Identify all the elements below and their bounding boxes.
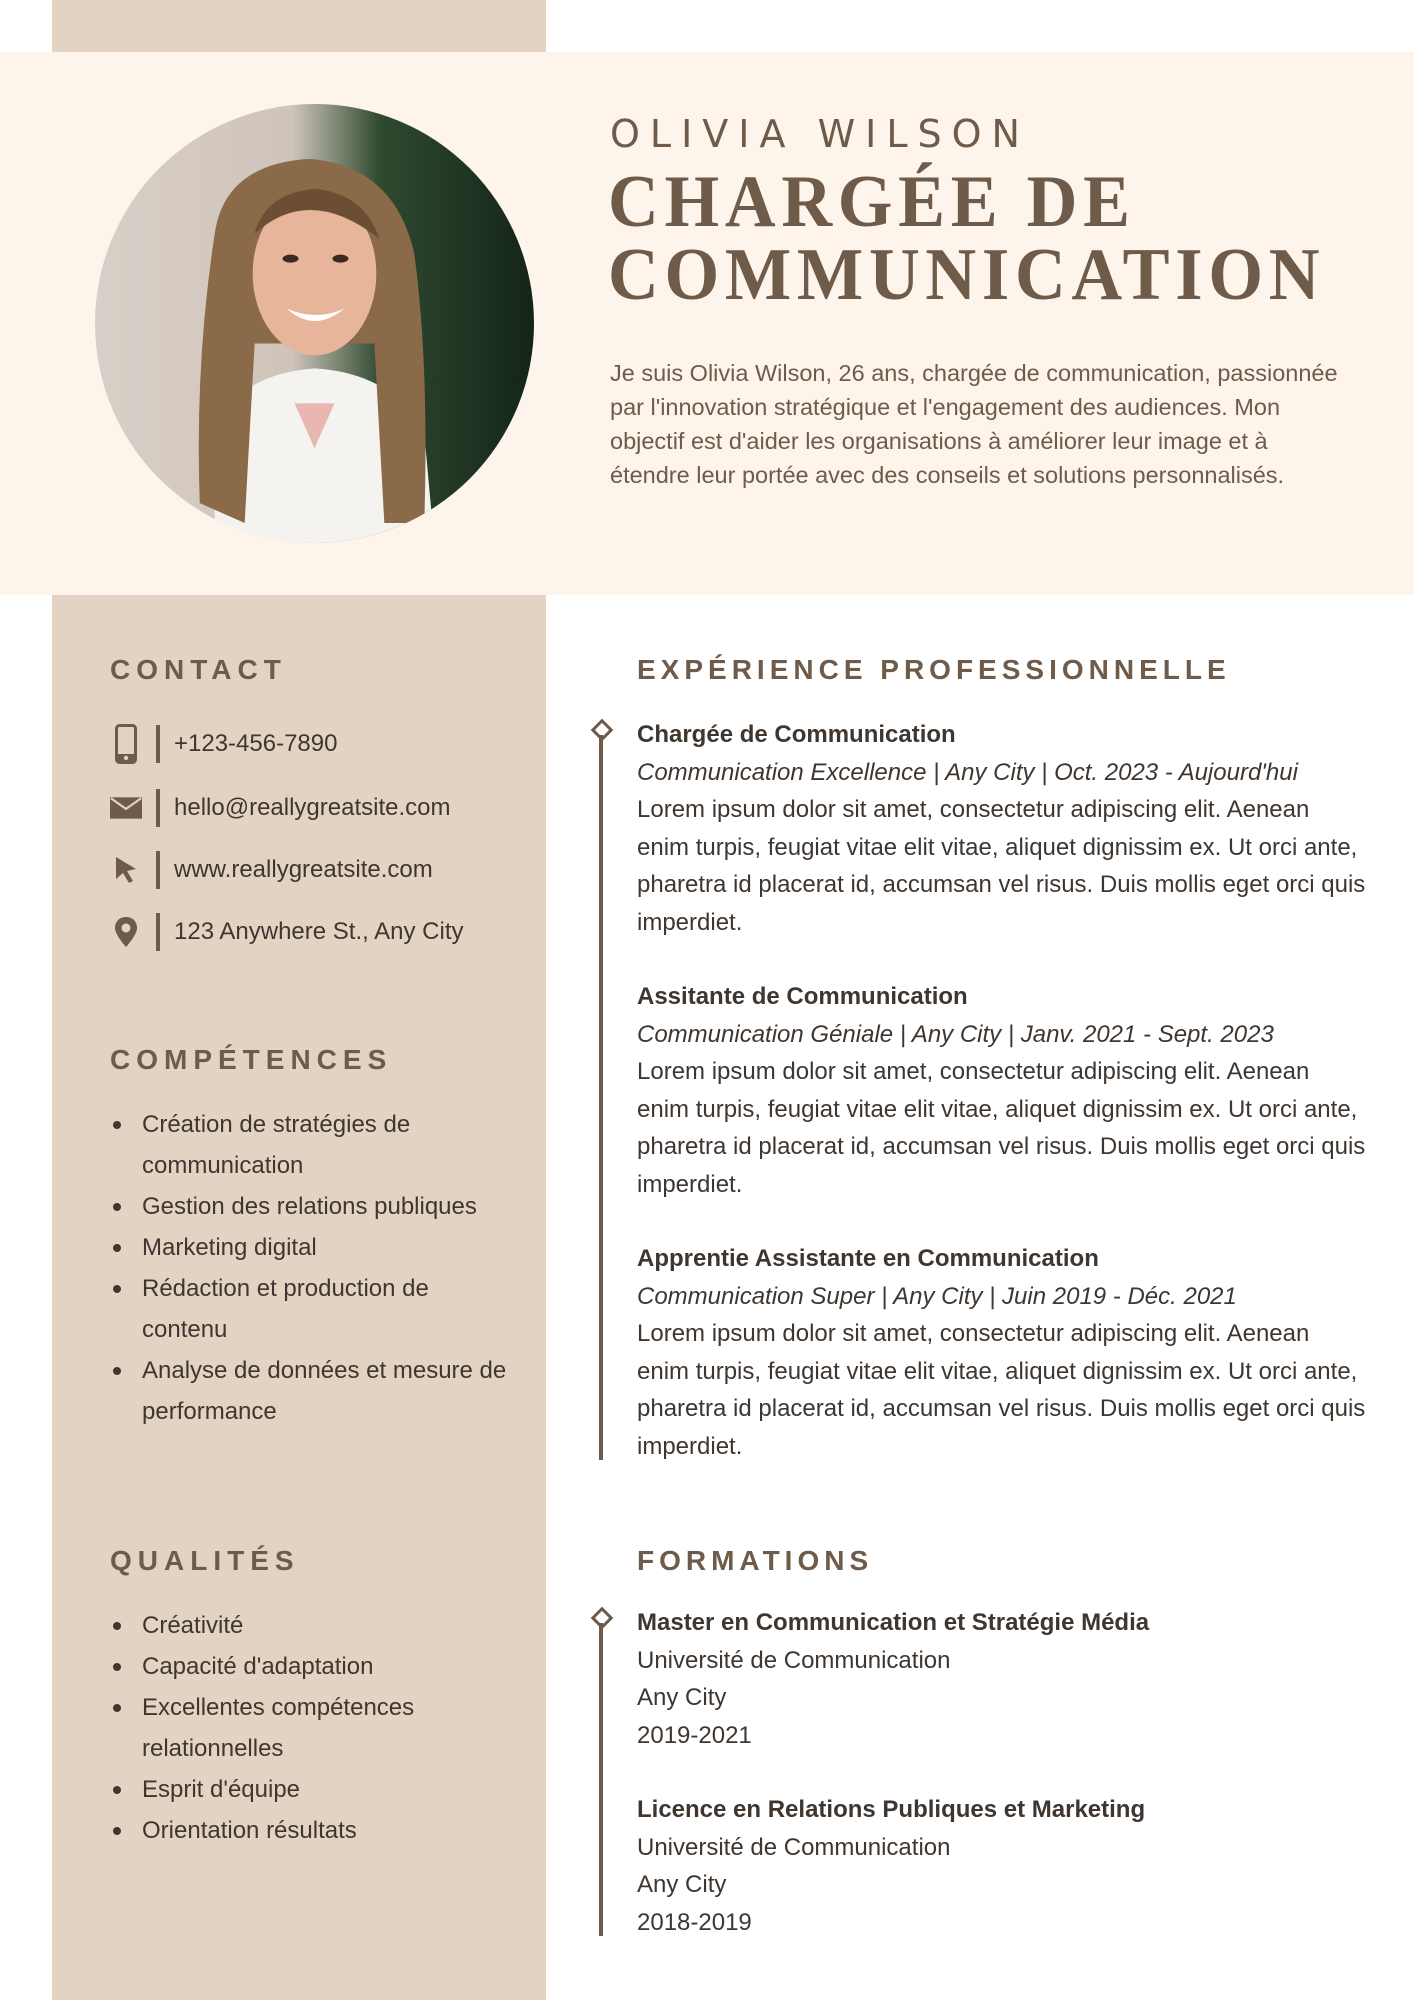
- mail-icon: [110, 788, 142, 828]
- street-address: 123 Anywhere St., Any City: [174, 918, 464, 945]
- experience-title: Assitante de Communication: [637, 983, 968, 1010]
- skills-list: [110, 1104, 510, 1432]
- list-item: Rédaction et production de contenu: [110, 1268, 510, 1350]
- experience-entry: [637, 716, 1367, 941]
- education-heading: FORMATIONS: [637, 1545, 874, 1576]
- education-title: Licence en Relations Publiques et Marketing: [637, 1796, 1146, 1823]
- list-item: Esprit d'équipe: [110, 1769, 510, 1810]
- location-pin-icon: [110, 912, 142, 952]
- experience-title: Apprentie Assistante en Communication: [637, 1245, 1099, 1272]
- list-item: Gestion des relations publiques: [110, 1186, 510, 1227]
- education-years: 2018-2019: [637, 1908, 752, 1936]
- experience-description: Lorem ipsum dolor sit amet, consectetur adipiscing elit. Aenean enim turpis, feugiat vitae elit vitae, aliquet dignissim ex. Ut orci ante, pharetra id placerat id, accumsan vel risus. Duis mollis eget orci quis imperdiet.: [637, 1058, 1366, 1198]
- education-entry: [637, 1604, 1367, 1754]
- experience-description: Lorem ipsum dolor sit amet, consectetur adipiscing elit. Aenean enim turpis, feugiat vitae elit vitae, aliquet dignissim ex. Ut orci ante, pharetra id placerat id, accumsan vel risus. Duis mollis eget orci quis imperdiet.: [637, 1320, 1366, 1460]
- education-entry: [637, 1791, 1367, 1941]
- contact-separator: [156, 913, 160, 951]
- list-item: Créativité: [110, 1605, 510, 1646]
- experience-description: Lorem ipsum dolor sit amet, consectetur adipiscing elit. Aenean enim turpis, feugiat vitae elit vitae, aliquet dignissim ex. Ut orci ante, pharetra id placerat id, accumsan vel risus. Duis mollis eget orci quis imperdiet.: [637, 796, 1366, 936]
- contact-separator: [156, 725, 160, 763]
- experience-subtitle: Communication Super | Any City | Juin 2019 - Déc. 2021: [637, 1282, 1237, 1310]
- job-title-line-2: COMMUNICATION: [608, 234, 1326, 316]
- education-school: Université de Communication: [637, 1646, 951, 1674]
- candidate-name: OLIVIA WILSON: [610, 112, 1030, 156]
- education-timeline: [599, 1623, 603, 1936]
- cursor-icon: [110, 850, 142, 890]
- contact-website: [110, 850, 433, 890]
- website-url[interactable]: www.reallygreatsite.com: [174, 856, 433, 883]
- contact-separator: [156, 851, 160, 889]
- contact-email: [110, 788, 450, 828]
- education-years: 2019-2021: [637, 1721, 752, 1749]
- experience-heading: EXPÉRIENCE PROFESSIONNELLE: [637, 654, 1231, 685]
- profile-photo: [95, 104, 534, 543]
- qualities-list: [110, 1605, 510, 1851]
- list-item: Orientation résultats: [110, 1810, 510, 1851]
- education-city: Any City: [637, 1871, 727, 1898]
- intro-paragraph: Je suis Olivia Wilson, 26 ans, chargée de communication, passionnée par l'innovation stratégique et l'engagement des audiences. Mon objectif est d'aider les organisations à améliorer leur image et à étendre leur portée avec des conseils et solutions personnalisés.: [610, 360, 1338, 488]
- experience-timeline: [599, 735, 603, 1460]
- contact-phone: [110, 724, 337, 764]
- job-title: [608, 161, 1326, 316]
- email-address[interactable]: hello@reallygreatsite.com: [174, 794, 451, 821]
- qualities-heading: QUALITÉS: [110, 1545, 300, 1576]
- experience-subtitle: Communication Excellence | Any City | Oct. 2023 - Aujourd'hui: [637, 758, 1298, 786]
- experience-subtitle: Communication Géniale | Any City | Janv. 2021 - Sept. 2023: [637, 1020, 1274, 1048]
- experience-entry: [637, 1240, 1367, 1465]
- contact-heading: CONTACT: [110, 654, 287, 685]
- contact-separator: [156, 789, 160, 827]
- education-city: Any City: [637, 1684, 727, 1711]
- list-item: Création de stratégies de communication: [110, 1104, 510, 1186]
- experience-title: Chargée de Communication: [637, 721, 956, 748]
- education-title: Master en Communication et Stratégie Média: [637, 1609, 1150, 1636]
- experience-entry: [637, 978, 1367, 1203]
- phone-icon: [110, 724, 142, 764]
- list-item: Analyse de données et mesure de performance: [110, 1350, 510, 1432]
- list-item: Marketing digital: [110, 1227, 510, 1268]
- contact-address: [110, 912, 464, 952]
- phone-number[interactable]: +123-456-7890: [174, 730, 338, 757]
- list-item: Excellentes compétences relationnelles: [110, 1687, 510, 1769]
- education-school: Université de Communication: [637, 1833, 951, 1861]
- list-item: Capacité d'adaptation: [110, 1646, 510, 1687]
- job-title-line-1: CHARGÉE DE: [608, 161, 1136, 243]
- skills-heading: COMPÉTENCES: [110, 1044, 393, 1075]
